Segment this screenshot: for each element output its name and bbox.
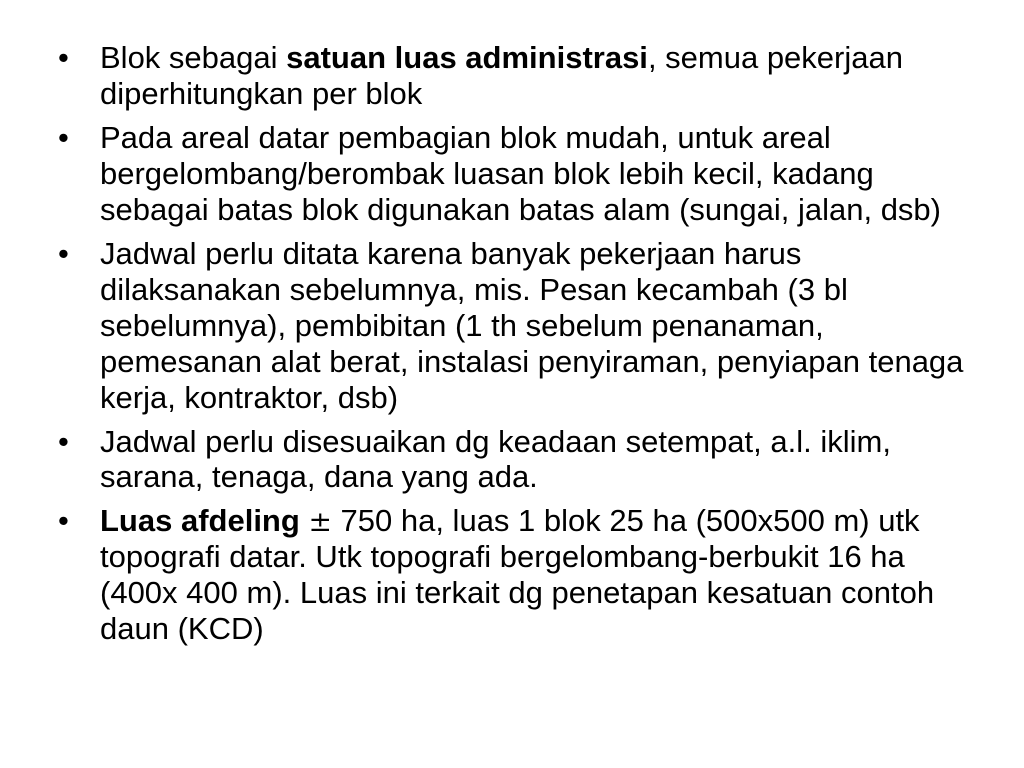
bullet-marker: • [58,119,69,155]
plus-minus-symbol: ± [308,505,332,539]
bullet-1-text-pre: Blok sebagai [100,40,287,75]
bullet-3-text: Jadwal perlu ditata karena banyak pekerjaan harus dilaksanakan sebelumnya, mis. Pesan kecambah (3 bl sebelumnya), pembibitan (1 th sebelum penanaman, pemesanan alat berat, instalasi penyiraman, penyiapan tenaga kerja, kontraktor, dsb) [100,235,964,415]
bullet-list [58,40,978,655]
bullet-marker: • [58,503,69,539]
bullet-4-text: Jadwal perlu disesuaikan dg keadaan setempat, a.l. iklim, sarana, tenaga, dana yang ada. [100,423,891,495]
bullet-marker: • [58,40,69,75]
bullet-1-text-post: , semua pekerjaan diperhitungkan per blok [100,40,903,111]
bullet-item-2 [58,120,978,228]
bullet-5-text-bold: Luas afdeling [100,503,300,539]
bullet-5-text-post: 750 ha, luas 1 blok 25 ha (500x500 m) utk topografi datar. Utk topografi bergelombang-berbukit 16 ha (400x 400 m). Luas ini terkait dg penetapan kesatuan contoh daun (KCD) [100,503,935,647]
bullet-2-text: Pada areal datar pembagian blok mudah, untuk areal bergelombang/berombak luasan blok lebih kecil, kadang sebagai batas blok digunakan batas alam (sungai, jalan, dsb) [100,119,941,227]
bullet-item-1 [58,40,978,112]
bullet-1-text-bold: satuan luas administrasi [286,40,648,75]
bullet-item-5 [58,503,978,647]
bullet-item-3 [58,236,978,416]
bullet-marker: • [58,423,69,459]
bullet-item-4 [58,424,978,496]
bullet-marker: • [58,235,69,271]
